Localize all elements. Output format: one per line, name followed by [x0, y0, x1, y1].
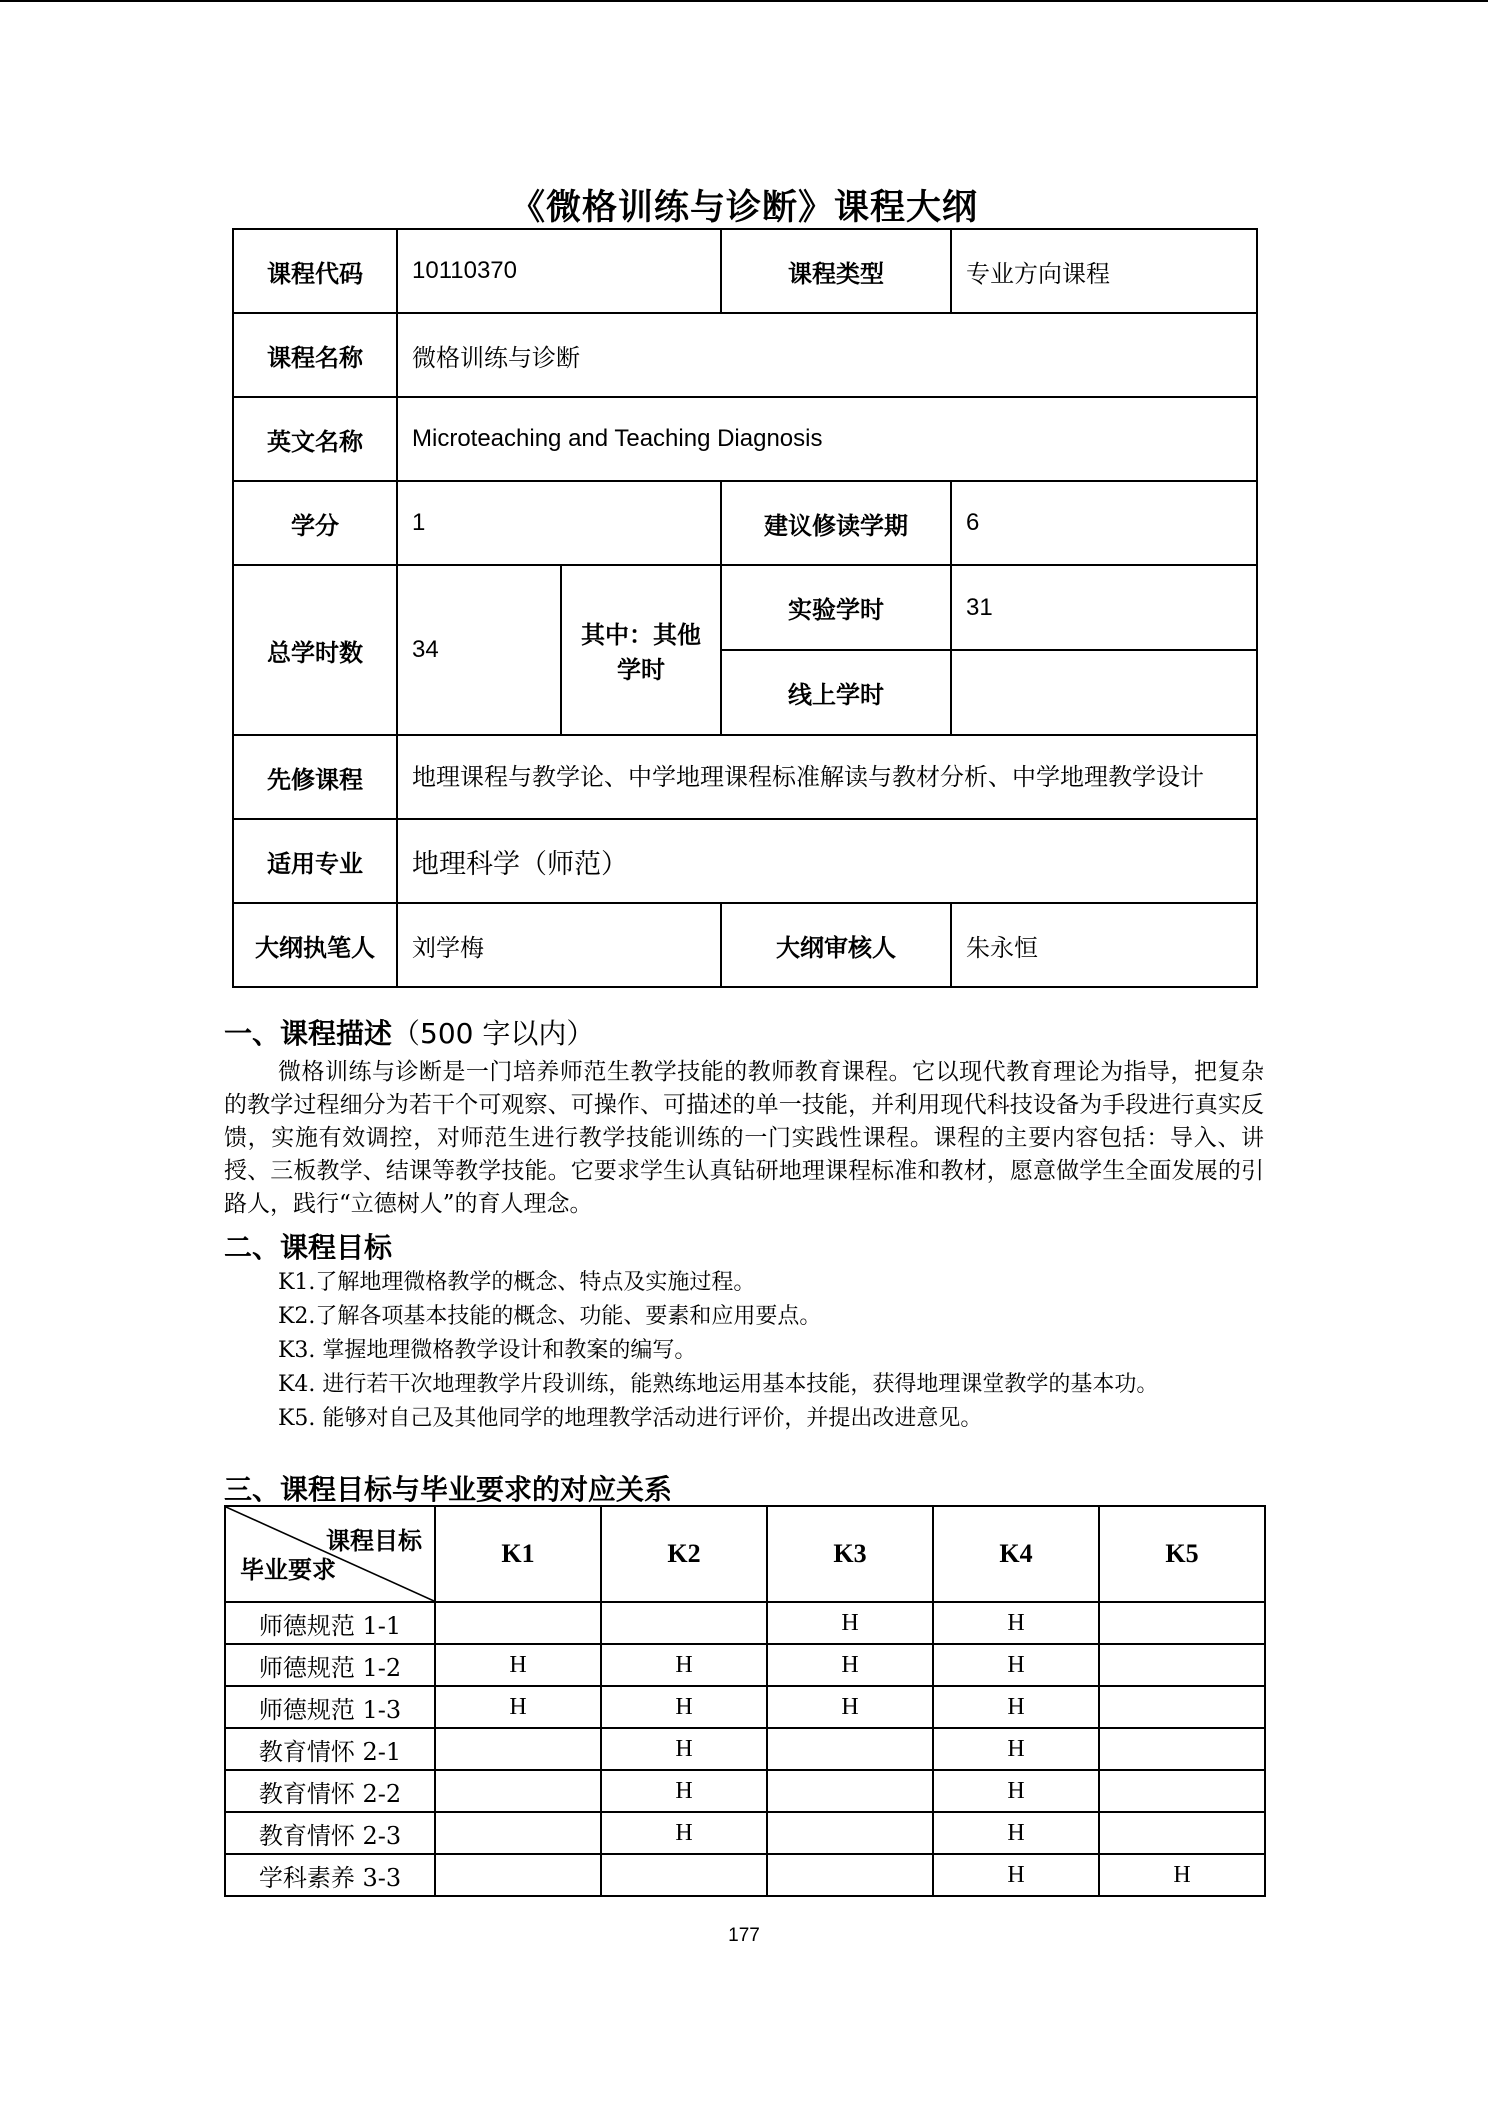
matrix-cell: H [767, 1686, 933, 1728]
objectives-matrix-table [224, 1505, 1266, 1897]
matrix-cell [1099, 1644, 1265, 1686]
goal-item: K4. 进行若干次地理教学片段训练，能熟练地运用基本技能，获得地理课堂教学的基本功。 [278, 1372, 1159, 1397]
matrix-row [225, 1644, 1265, 1686]
matrix-cell [767, 1854, 933, 1896]
matrix-cell: H [601, 1770, 767, 1812]
course-type-value: 专业方向课程 [951, 229, 1257, 313]
matrix-cell: H [933, 1728, 1099, 1770]
online-hours-value [951, 650, 1257, 735]
matrix-cell: H [933, 1812, 1099, 1854]
corner-bottom-label: 毕业要求 [240, 1556, 336, 1584]
section1-heading-note: （500 字以内） [392, 1017, 595, 1050]
matrix-cell [767, 1728, 933, 1770]
matrix-row-label: 教育情怀 2-1 [225, 1728, 435, 1770]
other-hours-label [561, 565, 721, 735]
section1-heading [224, 1012, 594, 1052]
column-header: K2 [601, 1506, 767, 1602]
matrix-cell: H [933, 1770, 1099, 1812]
column-header: K1 [435, 1506, 601, 1602]
matrix-cell [435, 1602, 601, 1644]
matrix-cell: H [435, 1686, 601, 1728]
page-title: 《微格训练与诊断》课程大纲 [509, 188, 978, 228]
matrix-cell: H [933, 1602, 1099, 1644]
other-hours-label-line1: 其中：其他 [581, 621, 701, 649]
section1-body [224, 1056, 1264, 1221]
semester-value: 6 [951, 481, 1257, 565]
column-header: K5 [1099, 1506, 1265, 1602]
semester-label: 建议修读学期 [721, 481, 951, 565]
matrix-cell: H [933, 1686, 1099, 1728]
major-value: 地理科学（师范） [397, 819, 1257, 903]
info-row-prereq [233, 735, 1257, 819]
english-name-label: 英文名称 [233, 397, 397, 481]
reviewer-value: 朱永恒 [951, 903, 1257, 987]
total-hours-label: 总学时数 [233, 565, 397, 735]
goal-item: K1.了解地理微格教学的概念、特点及实施过程。 [278, 1270, 756, 1295]
matrix-cell: H [601, 1728, 767, 1770]
matrix-cell [767, 1812, 933, 1854]
matrix-cell [435, 1854, 601, 1896]
matrix-cell [1099, 1602, 1265, 1644]
lab-hours-label: 实验学时 [721, 565, 951, 650]
matrix-row-label: 教育情怀 2-2 [225, 1770, 435, 1812]
credit-value: 1 [397, 481, 721, 565]
course-name-label: 课程名称 [233, 313, 397, 397]
matrix-cell [435, 1728, 601, 1770]
section3-heading: 三、课程目标与毕业要求的对应关系 [224, 1473, 673, 1506]
total-hours-value: 34 [397, 565, 561, 735]
info-row-hours-1 [233, 565, 1257, 650]
column-header: K4 [933, 1506, 1099, 1602]
top-border-line [0, 0, 1488, 2]
matrix-row [225, 1812, 1265, 1854]
matrix-cell: H [933, 1644, 1099, 1686]
course-info-table [232, 228, 1258, 988]
info-row-english [233, 397, 1257, 481]
matrix-row-label: 教育情怀 2-3 [225, 1812, 435, 1854]
goal-item: K2.了解各项基本技能的概念、功能、要素和应用要点。 [278, 1304, 822, 1329]
other-hours-label-line2: 学时 [617, 656, 665, 684]
course-code-value: 10110370 [397, 229, 721, 313]
matrix-cell: H [601, 1812, 767, 1854]
course-type-label: 课程类型 [721, 229, 951, 313]
matrix-row [225, 1728, 1265, 1770]
info-row-credit [233, 481, 1257, 565]
matrix-cell: H [933, 1854, 1099, 1896]
matrix-cell [601, 1602, 767, 1644]
matrix-row [225, 1686, 1265, 1728]
matrix-cell: H [601, 1686, 767, 1728]
reviewer-label: 大纲审核人 [721, 903, 951, 987]
major-label: 适用专业 [233, 819, 397, 903]
matrix-cell [435, 1812, 601, 1854]
matrix-cell [767, 1770, 933, 1812]
matrix-row-label: 学科素养 3-3 [225, 1854, 435, 1896]
matrix-cell [1099, 1728, 1265, 1770]
matrix-cell [601, 1854, 767, 1896]
matrix-cell: H [767, 1644, 933, 1686]
matrix-cell: H [767, 1602, 933, 1644]
section2-heading: 二、课程目标 [224, 1231, 393, 1264]
matrix-cell: H [435, 1644, 601, 1686]
column-header: K3 [767, 1506, 933, 1602]
matrix-row-label: 师德规范 1-2 [225, 1644, 435, 1686]
info-row-major [233, 819, 1257, 903]
prereq-label: 先修课程 [233, 735, 397, 819]
matrix-header-row [225, 1506, 1265, 1602]
goal-item: K5. 能够对自己及其他同学的地理教学活动进行评价，并提出改进意见。 [278, 1406, 983, 1431]
writer-label: 大纲执笔人 [233, 903, 397, 987]
section1-heading-text: 一、课程描述 [224, 1017, 393, 1050]
info-row-authors [233, 903, 1257, 987]
page-number: 177 [728, 1925, 760, 1946]
course-code-label: 课程代码 [233, 229, 397, 313]
matrix-row-label: 师德规范 1-1 [225, 1602, 435, 1644]
section1-paragraph: 微格训练与诊断是一门培养师范生教学技能的教师教育课程。它以现代教育理论为指导，把复杂的教学过程细分为若干个可观察、可操作、可描述的单一技能，并利用现代科技设备为手段进行真实反馈，实施有效调控，对师范生进行教学技能训练的一门实践性课程。课程的主要内容包括：导入、讲授、三板教学、结课等教学技能。它要求学生认真钻研地理课程标准和教材，愿意做学生全面发展的引路人，践行“立德树人”的育人理念。 [224, 1059, 1264, 1217]
matrix-corner-cell [225, 1506, 435, 1602]
matrix-cell [1099, 1770, 1265, 1812]
course-name-value: 微格训练与诊断 [397, 313, 1257, 397]
matrix-row [225, 1602, 1265, 1644]
credit-label: 学分 [233, 481, 397, 565]
matrix-row-label: 师德规范 1-3 [225, 1686, 435, 1728]
matrix-cell [1099, 1686, 1265, 1728]
lab-hours-value: 31 [951, 565, 1257, 650]
english-name-value: Microteaching and Teaching Diagnosis [397, 397, 1257, 481]
prereq-value: 地理课程与教学论、中学地理课程标准解读与教材分析、中学地理教学设计 [397, 735, 1257, 819]
matrix-cell [1099, 1812, 1265, 1854]
matrix-cell: H [601, 1644, 767, 1686]
info-row-name [233, 313, 1257, 397]
goal-item: K3. 掌握地理微格教学设计和教案的编写。 [278, 1338, 697, 1363]
matrix-row [225, 1854, 1265, 1896]
matrix-row [225, 1770, 1265, 1812]
info-row-code [233, 229, 1257, 313]
goals-list [224, 1266, 1264, 1436]
corner-top-label: 课程目标 [326, 1527, 422, 1555]
matrix-cell [435, 1770, 601, 1812]
online-hours-label: 线上学时 [721, 650, 951, 735]
matrix-cell: H [1099, 1854, 1265, 1896]
writer-value: 刘学梅 [397, 903, 721, 987]
